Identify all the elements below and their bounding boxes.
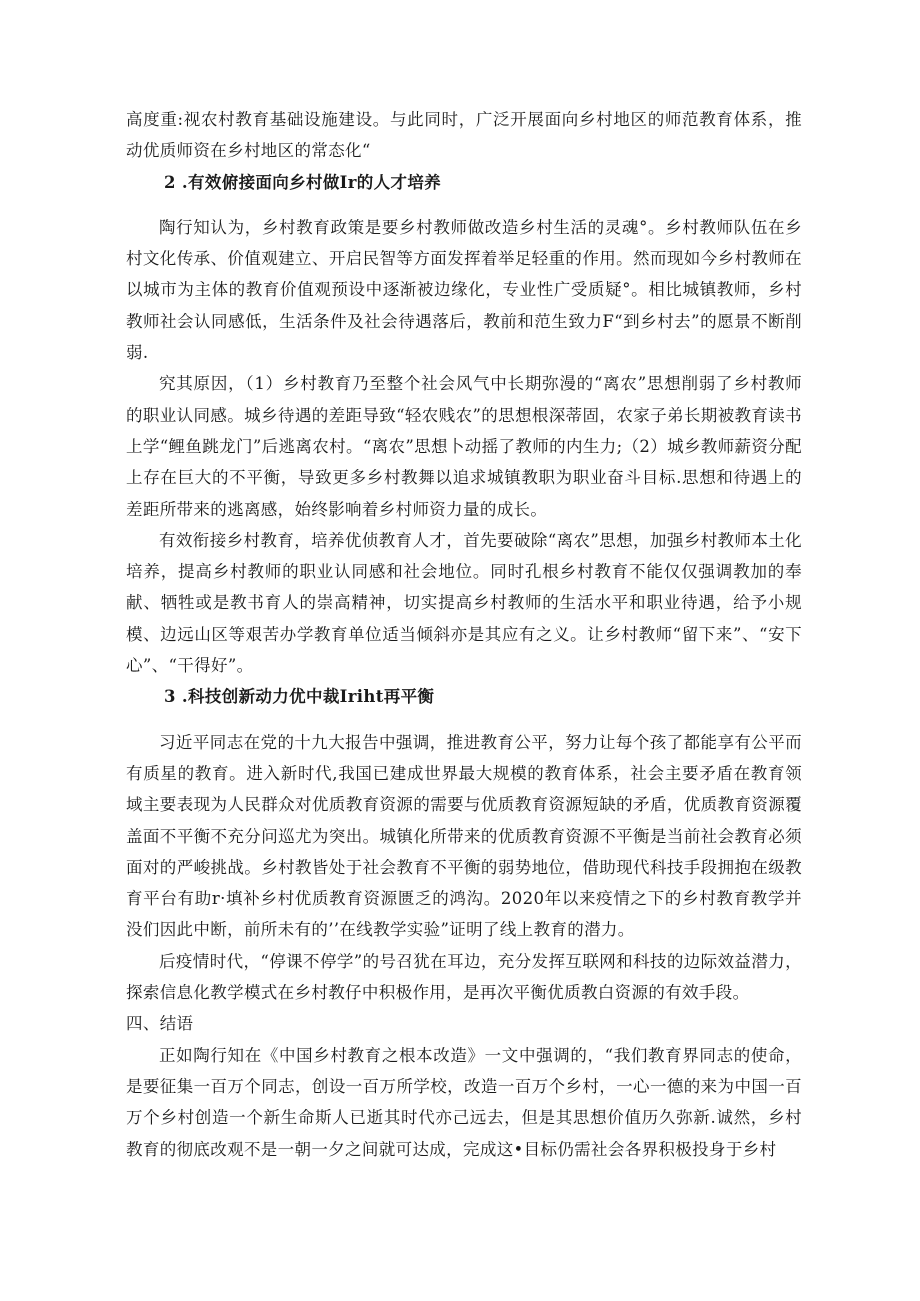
section2-paragraph-2: 究其原因，（1）乡村教育乃至整个社会风气中长期弥漫的“离农”思想削弱了乡村教师的职业认同感。城乡待遇的差距导致“轻农贱农”的思想根深蒂固，农家子弟长期被教育读书上学“鲤鱼跳龙门”后逃离农村。“离农”思想卜动摇了教师的内生力;（2）城乡教师薪资分配上存在巨大的不平衡，导致更多乡村教舞以追求城镇教职为职业奋斗目标.思想和待遇上的差距所带来的逃离感，始终影响着乡村师资力量的成长。 bbox=[126, 374, 802, 519]
spacer bbox=[126, 713, 802, 727]
section2-paragraph-1: 陶行知认为，乡村教育政策是要乡村教师做改造乡村生活的灵魂°。乡村教师队伍在乡村文化传承、价值观建立、开启民智等方面发挥着举足轻重的作用。然而现如今乡村教师在以城市为主体的教育价值观预设中逐渐被边缘化，专业性广受质疑°。相比城镇教师，乡村教师社会认同感低，生活条件及社会待遇落后，教前和范生致力F“到乡村去”的愿景不断削弱. bbox=[126, 217, 802, 363]
section-heading-2: 2 .有效俯接面向乡村做Ir的人才培养 bbox=[164, 172, 442, 192]
document-page bbox=[126, 104, 802, 1165]
section2-paragraph-3: 有效衔接乡村教育，培养优侦教育人才，首先要破除“离农”思想，加强乡村教师本土化培养，提高乡村教师的职业认同感和社会地位。同时孔根乡村教育不能仅仅强调教加的奉献、牺牲或是教书育人的崇高精神，切实提高乡村教师的生活水平和职业待遇，给予小规模、边远山区等艰苦办学教育单位适当倾斜亦是其应有之义。让乡村教师“留下来”、“安下心”、“干得好”。 bbox=[126, 530, 802, 676]
conclusion-heading: 四、结语 bbox=[126, 1014, 194, 1034]
section-heading-3: 3 .科技创新动力优中裁Iriht再平衡 bbox=[164, 687, 435, 707]
section3-paragraph-1: 习近平同志在党的十九大报告中强调，推进教育公平，努力让每个孩了都能享有公平而有质星的教育。进入新时代,我国已建成世界最大规模的教育体系，社会主要矛盾在教育领域主要表现为人民群众对优质教育资源的需要与优质教育资源短缺的矛盾，优质教育资源覆盖面不平衡不充分问巡尤为突出。城镇化所带来的优质教育资源不平衡是当前社会教育必须面对的严峻挑战。乡村教皆处于社会教育不平衡的弱势地位，借助现代科技手段拥抱在级教育平台有助r·填补乡村优质教育资源匮乏的鸿沟。2020年以来疫情之下的乡村教育教学并没们因此中断，前所未有的’’在线教学实验”证明了线上教育的潜力。 bbox=[126, 732, 802, 940]
conclusion-paragraph: 正如陶行知在《中国乡村教育之根本改造》一文中强调的，“我们教育界同志的使命，是要征集一百万个同志，创设一百万所学校，改造一百万个乡村，一心一德的来为中国一百万个乡村创造一个新生命斯人已逝其时代亦己远去，但是其思想价值历久弥新.诚然，乡村教育的彻底改观不是一朝一夕之间就可达成，完成这•目标仍需社会各界积极投身于乡村 bbox=[126, 1045, 802, 1159]
spacer bbox=[126, 198, 802, 212]
section3-paragraph-2: 后疫情时代，“停课不停学”的号召犹在耳边，充分发挥互联网和科技的边际效益潜力，探索信息化教学模式在乡村教仔中积极作用，是再次平衡优质教白资源的有效手段。 bbox=[126, 951, 802, 1003]
intro-paragraph: 高度重:视农村教育基础设施建设。与此同时，广泛开展面向乡村地区的师范教育体系，推动优质师资在乡村地区的常态化“ bbox=[126, 110, 802, 161]
